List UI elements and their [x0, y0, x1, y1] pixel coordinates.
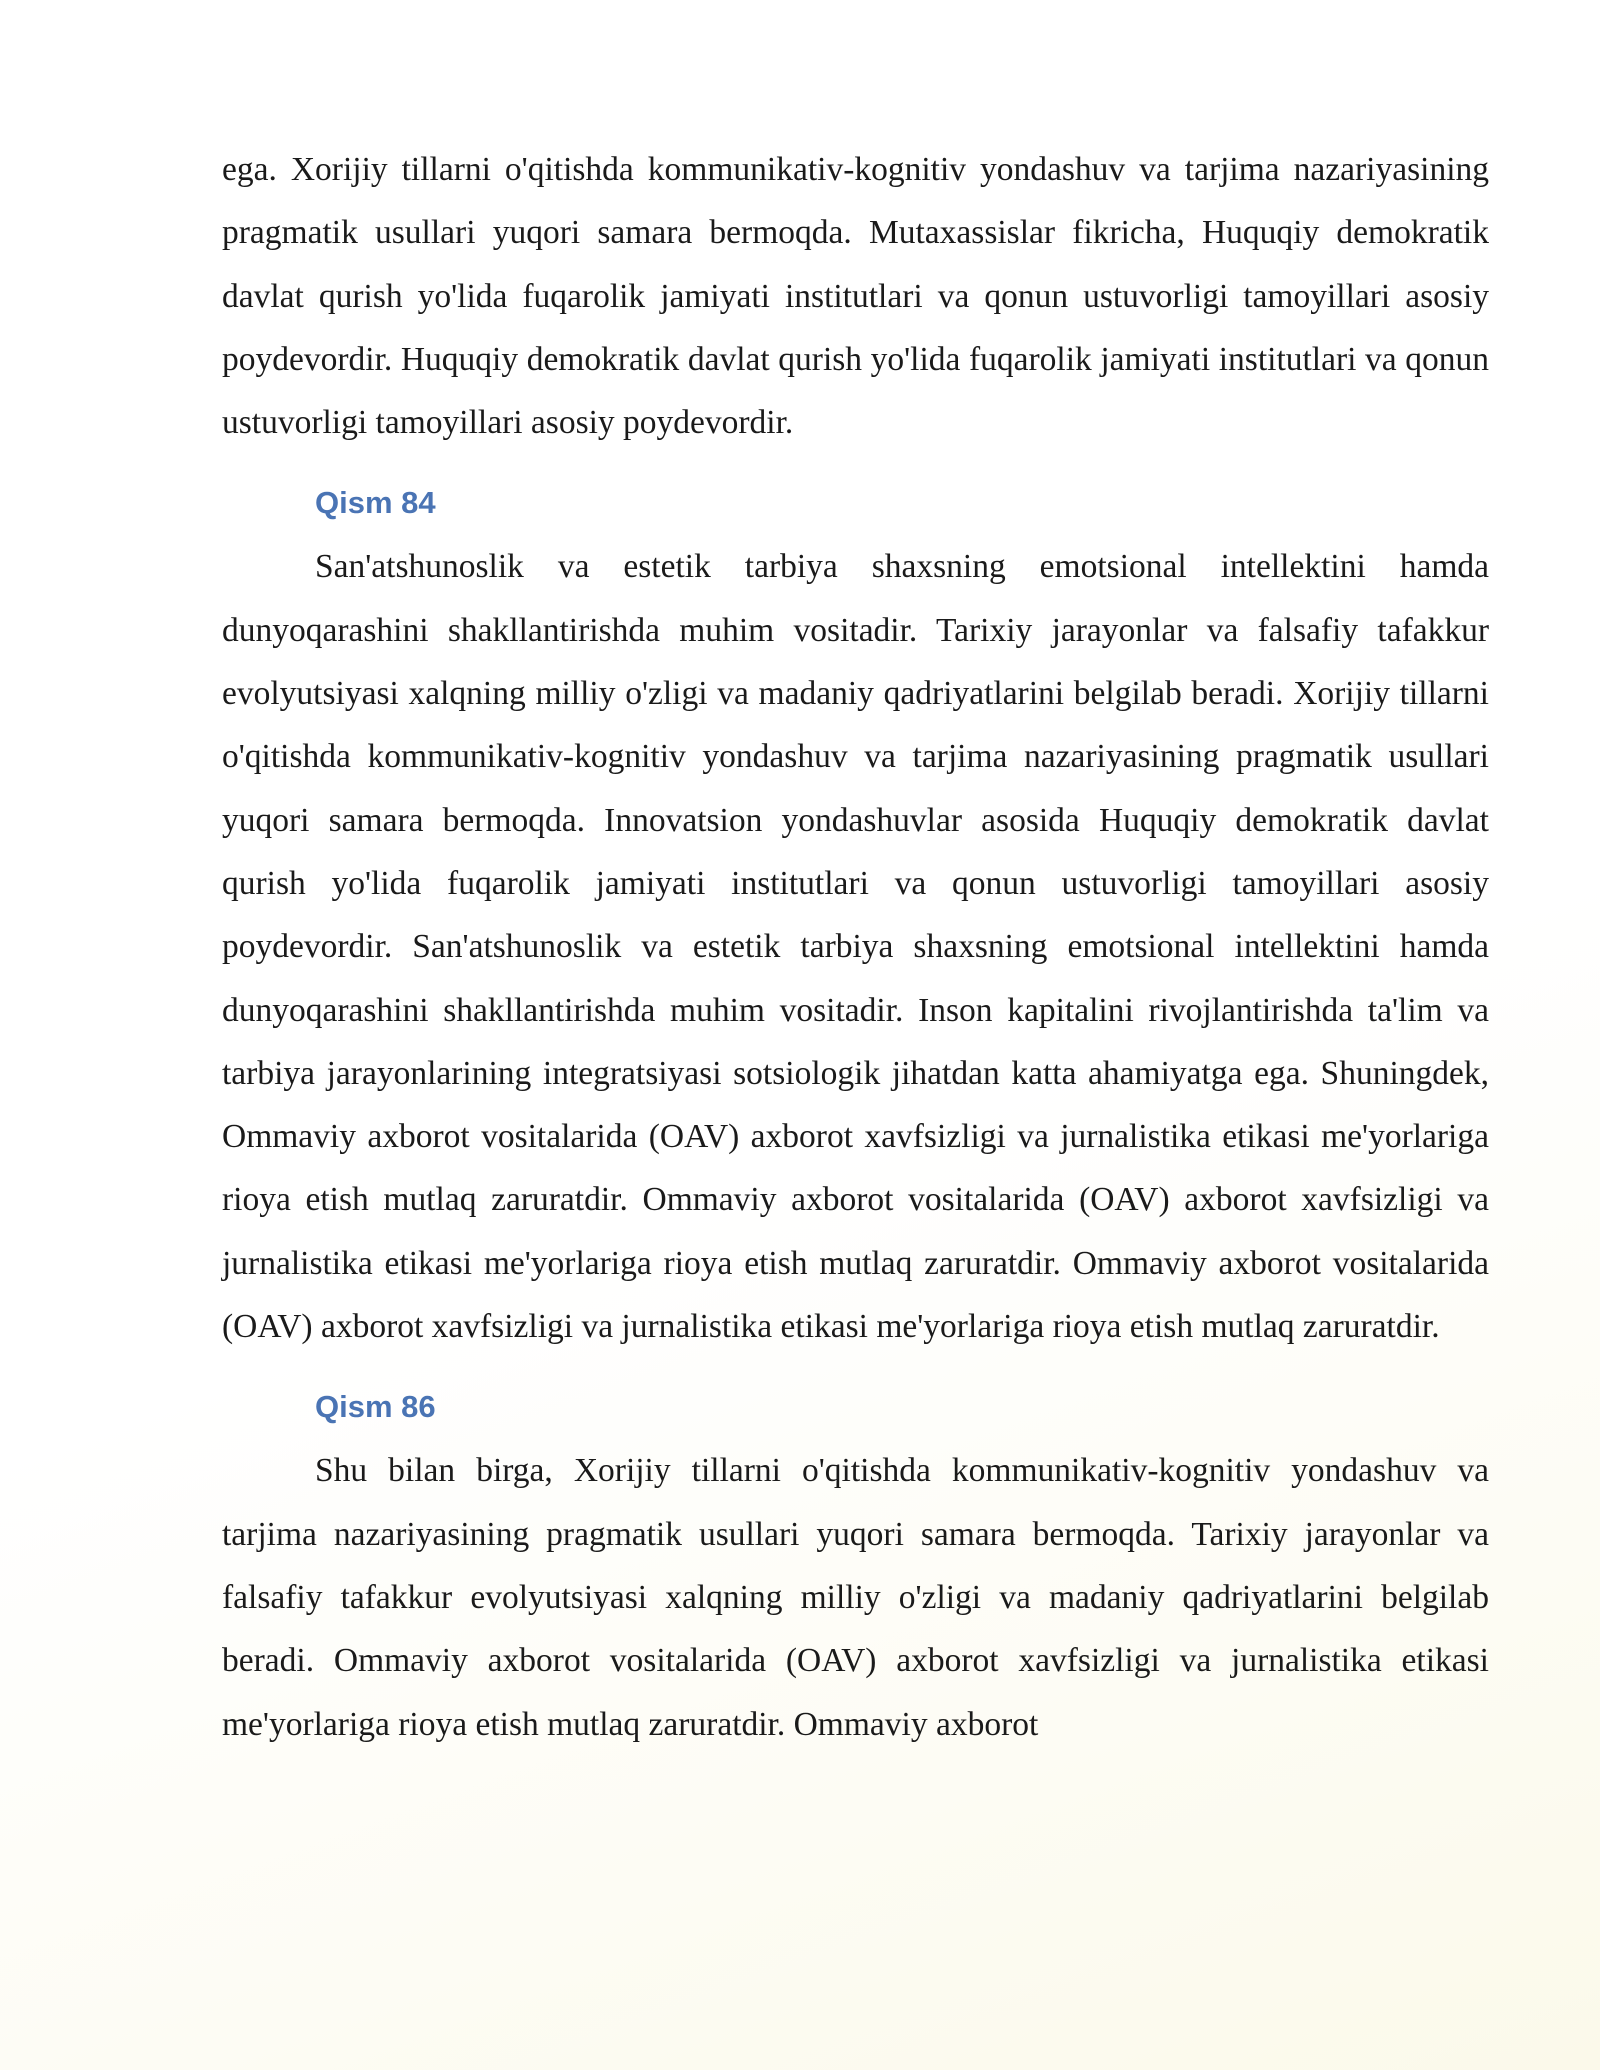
body-paragraph: San'atshunoslik va estetik tarbiya shaxsning emotsional intellektini hamda dunyoqarashini shakllantirishda muhim vositadir. Tarixiy jarayonlar va falsafiy tafakkur evolyutsiyasi xalqning milliy o'zligi va madaniy qadriyatlarini belgilab beradi. Xorijiy tillarni o'qitishda kommunikativ-kognitiv yondashuv va tarjima nazariyasining pragmatik usullari yuqori samara bermoqda. Innovatsion yondashuvlar asosida Huquqiy demokratik davlat qurish yo'lida fuqarolik jamiyati institutlari va qonun ustuvorligi tamoyillari asosiy poydevordir. San'atshunoslik va estetik tarbiya shaxsning emotsional intellektini hamda dunyoqarashini shakllantirishda muhim vositadir. Inson kapitalini rivojlantirishda ta'lim va tarbiya jarayonlarining integratsiyasi sotsiologik jihatdan katta ahamiyatga ega. Shuningdek, Ommaviy axborot vositalarida (OAV) axborot xavfsizligi va jurnalistika etikasi me'yorlariga rioya etish mutlaq zaruratdir. Ommaviy axborot vositalarida (OAV) axborot xavfsizligi va jurnalistika etikasi me'yorlariga rioya etish mutlaq zaruratdir. Ommaviy axborot vositalarida (OAV) axborot xavfsizligi va jurnalistika etikasi me'yorlariga rioya etish mutlaq zaruratdir.	[222, 548, 1489, 1346]
section-heading: Qism 86	[315, 1389, 436, 1425]
body-paragraph: Shu bilan birga, Xorijiy tillarni o'qitishda kommunikativ-kognitiv yondashuv va tarjima nazariyasining pragmatik usullari yuqori samara bermoqda. Tarixiy jarayonlar va falsafiy tafakkur evolyutsiyasi xalqning milliy o'zligi va madaniy qadriyatlarini belgilab beradi. Ommaviy axborot vositalarida (OAV) axborot xavfsizligi va jurnalistika etikasi me'yorlariga rioya etish mutlaq zaruratdir. Ommaviy axborot	[222, 1452, 1489, 1743]
page-content	[222, 138, 1489, 1756]
body-paragraph: ega. Xorijiy tillarni o'qitishda kommunikativ-kognitiv yondashuv va tarjima nazariyasining pragmatik usullari yuqori samara bermoqda. Mutaxassislar fikricha, Huquqiy demokratik davlat qurish yo'lida fuqarolik jamiyati institutlari va qonun ustuvorligi tamoyillari asosiy poydevordir. Huquqiy demokratik davlat qurish yo'lida fuqarolik jamiyati institutlari va qonun ustuvorligi tamoyillari asosiy poydevordir.	[222, 151, 1489, 442]
section-heading: Qism 84	[315, 485, 436, 521]
